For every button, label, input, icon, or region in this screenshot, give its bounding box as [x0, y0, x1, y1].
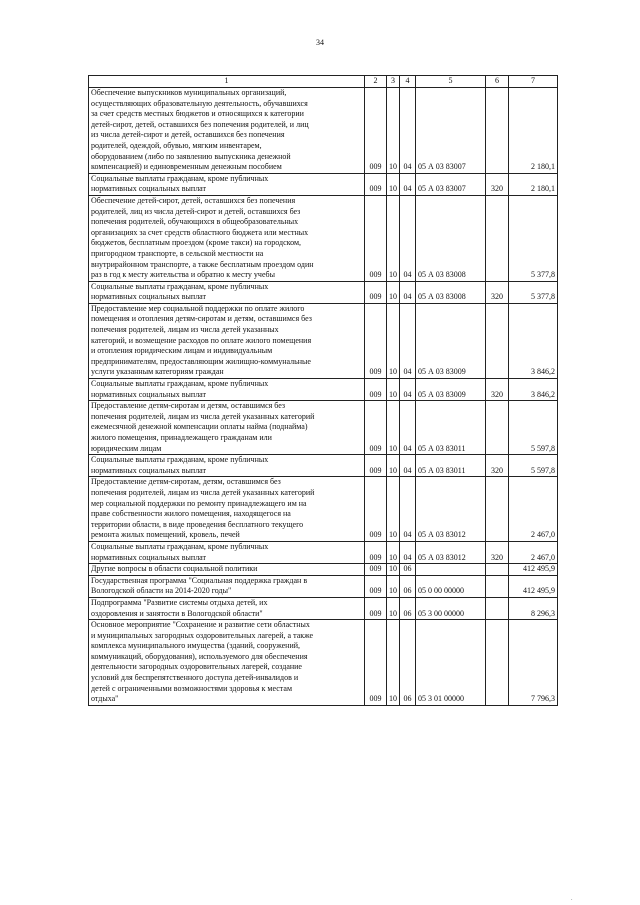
- section-code-cell: 10: [387, 379, 400, 401]
- section-code-cell: 10: [387, 575, 400, 597]
- subsection-code-cell: 04: [400, 281, 416, 303]
- col-header-name: 1: [89, 76, 365, 88]
- section-code-cell: 10: [387, 597, 400, 619]
- row-name-line: бюджетов, бесплатным проездом (кроме такси) на городском,: [91, 238, 302, 248]
- col-header-amount: 7: [509, 76, 558, 88]
- section-code-cell: 10: [387, 477, 400, 542]
- target-code-cell: [416, 564, 486, 576]
- expense-type-cell: [486, 88, 509, 174]
- row-name-line: жилого помещения, принадлежащего гражданам или: [91, 433, 272, 442]
- target-code-cell: 05 0 00 00000: [416, 575, 486, 597]
- row-name-line: категорий, и возмещение расходов по оплате жилого помещения: [91, 335, 312, 345]
- row-name-line: оборудованием (либо по заявлению выпускника денежной: [91, 151, 291, 161]
- target-code-cell: 05 3 01 00000: [416, 620, 486, 706]
- amount-cell: 5 377,8: [509, 281, 558, 303]
- row-name-line: территории области, в виде проведения бесплатного текущего: [91, 519, 304, 529]
- row-name-line: Социальные выплаты гражданам, кроме публичных: [91, 379, 269, 389]
- row-name-line: мер социальной поддержки по ремонту принадлежащего им на: [91, 498, 307, 508]
- expense-type-cell: [486, 575, 509, 597]
- row-name-line: организациях за счет средств областного бюджета или местных: [91, 227, 309, 237]
- row-name-cell: [89, 173, 365, 195]
- col-header-target-code: 5: [416, 76, 486, 88]
- expense-type-cell: [486, 195, 509, 281]
- expense-type-cell: [486, 564, 509, 576]
- stray-mark: .: [571, 896, 573, 902]
- row-name-line: из числа детей-сирот и детей, оставшихся без попечения: [91, 130, 285, 140]
- col-header-section: 3: [387, 76, 400, 88]
- row-name-cell: [89, 455, 365, 477]
- row-name-line: ежемесячной денежной компенсации оплаты найма (поднайма): [91, 422, 308, 432]
- ministry-code-cell: 009: [365, 477, 387, 542]
- subsection-code-cell: 04: [400, 173, 416, 195]
- expense-type-cell: [486, 477, 509, 542]
- amount-cell: 2 180,1: [509, 88, 558, 174]
- row-name-line: коммуникаций, оборудования), используемого для обеспечения: [91, 651, 308, 661]
- amount-cell: 412 495,9: [509, 575, 558, 597]
- row-name-line: детей с ограниченными возможностями здоровья к местам: [91, 683, 293, 693]
- table-row: [89, 620, 558, 706]
- row-name-line: Основное мероприятие "Сохранение и развитие сети областных: [91, 620, 310, 630]
- section-code-cell: 10: [387, 88, 400, 174]
- row-name-line: Обеспечение выпускников муниципальных организаций,: [91, 88, 287, 97]
- row-name-cell: [89, 477, 365, 542]
- target-code-cell: 05 А 03 83011: [416, 401, 486, 455]
- row-name-line: Подпрограмма "Развитие системы отдыха детей, их: [91, 597, 268, 607]
- row-name-line: оздоровления и занятости в Вологодской области": [91, 608, 263, 618]
- amount-cell: 2 180,1: [509, 173, 558, 195]
- table-row: [89, 575, 558, 597]
- ministry-code-cell: 009: [365, 620, 387, 706]
- amount-cell: 3 846,2: [509, 303, 558, 378]
- target-code-cell: 05 3 00 00000: [416, 597, 486, 619]
- row-name-line: родителей, лиц из числа детей-сирот и детей, оставшихся без: [91, 206, 301, 216]
- row-name-line: раз в год к месту жительства и обратно к месту учебы: [91, 270, 275, 280]
- row-name-line: праве собственности жилого помещения, находящегося на: [91, 509, 291, 519]
- row-name-cell: [89, 303, 365, 378]
- table-row: [89, 303, 558, 378]
- section-code-cell: 10: [387, 303, 400, 378]
- expense-type-cell: [486, 597, 509, 619]
- ministry-code-cell: 009: [365, 541, 387, 563]
- amount-cell: 2 467,0: [509, 541, 558, 563]
- row-name-cell: [89, 88, 365, 174]
- row-name-line: внутрирайонном транспорте, а также бесплатным проездом один: [91, 259, 314, 269]
- row-name-line: предпринимателям, предоставляющим жилищно-коммунальные: [91, 356, 311, 366]
- target-code-cell: 05 А 03 83008: [416, 281, 486, 303]
- row-name-line: Вологодской области на 2014-2020 годы": [91, 586, 232, 596]
- subsection-code-cell: 04: [400, 195, 416, 281]
- row-name-line: нормативных социальных выплат: [91, 552, 207, 562]
- row-name-cell: [89, 620, 365, 706]
- subsection-code-cell: 06: [400, 575, 416, 597]
- ministry-code-cell: 009: [365, 401, 387, 455]
- amount-cell: 5 597,8: [509, 401, 558, 455]
- row-name-line: услуги указанным категориям граждан: [91, 367, 224, 377]
- row-name-line: пригородном транспорте, в сельской местности на: [91, 248, 264, 258]
- table-row: [89, 88, 558, 174]
- section-code-cell: 10: [387, 281, 400, 303]
- expense-type-cell: [486, 620, 509, 706]
- row-name-cell: [89, 564, 365, 576]
- row-name-line: и отопления юридическим лицам и индивидуальным: [91, 346, 273, 356]
- target-code-cell: 05 А 03 83009: [416, 379, 486, 401]
- row-name-line: попечения родителей, лицам из числа детей указанных: [91, 325, 279, 335]
- row-name-line: нормативных социальных выплат: [91, 389, 207, 399]
- expense-type-cell: [486, 401, 509, 455]
- row-name-line: Предоставление детям-сиротам и детям, оставшимся без: [91, 401, 286, 411]
- section-code-cell: 10: [387, 195, 400, 281]
- row-name-line: и муниципальных загородных оздоровительных лагерей, а также: [91, 630, 314, 640]
- ministry-code-cell: 009: [365, 455, 387, 477]
- col-header-subsection: 4: [400, 76, 416, 88]
- section-code-cell: 10: [387, 401, 400, 455]
- expense-type-cell: 320: [486, 541, 509, 563]
- row-name-line: отдыха": [91, 694, 119, 704]
- ministry-code-cell: 009: [365, 195, 387, 281]
- ministry-code-cell: 009: [365, 303, 387, 378]
- target-code-cell: 05 А 03 83008: [416, 195, 486, 281]
- budget-table: [88, 75, 558, 706]
- table-row: [89, 173, 558, 195]
- row-name-cell: [89, 597, 365, 619]
- subsection-code-cell: 04: [400, 88, 416, 174]
- row-name-cell: [89, 379, 365, 401]
- expense-type-cell: 320: [486, 173, 509, 195]
- section-code-cell: 10: [387, 564, 400, 576]
- subsection-code-cell: 04: [400, 401, 416, 455]
- row-name-line: детей-сирот, детей, оставшихся без попечения родителей, и лиц: [91, 119, 309, 129]
- row-name-line: нормативных социальных выплат: [91, 184, 207, 194]
- subsection-code-cell: 04: [400, 379, 416, 401]
- row-name-cell: [89, 575, 365, 597]
- page-number: 34: [316, 38, 324, 47]
- row-name-line: комплекса муниципального имущества (зданий, сооружений,: [91, 641, 301, 651]
- target-code-cell: 05 А 03 83012: [416, 541, 486, 563]
- table-row: [89, 455, 558, 477]
- row-name-line: родителей, одеждой, обувью, мягким инвентарем,: [91, 140, 262, 150]
- target-code-cell: 05 А 03 83007: [416, 88, 486, 174]
- target-code-cell: 05 А 03 83011: [416, 455, 486, 477]
- expense-type-cell: 320: [486, 455, 509, 477]
- row-name-line: юридическим лицам: [91, 443, 162, 453]
- amount-cell: 5 597,8: [509, 455, 558, 477]
- ministry-code-cell: 009: [365, 173, 387, 195]
- row-name-line: деятельности загородных оздоровительных лагерей, создание: [91, 662, 302, 672]
- subsection-code-cell: 06: [400, 564, 416, 576]
- subsection-code-cell: 04: [400, 455, 416, 477]
- col-header-expense-type: 6: [486, 76, 509, 88]
- row-name-line: попечения родителей, лицам из числа детей указанных категорий: [91, 487, 315, 497]
- table-row: [89, 379, 558, 401]
- amount-cell: 3 846,2: [509, 379, 558, 401]
- row-name-line: осуществляющих образовательную деятельность, обучавшихся: [91, 98, 308, 108]
- amount-cell: 5 377,8: [509, 195, 558, 281]
- table-row: [89, 195, 558, 281]
- table-row: [89, 541, 558, 563]
- row-name-line: Социальные выплаты гражданам, кроме публичных: [91, 173, 269, 183]
- subsection-code-cell: 04: [400, 303, 416, 378]
- ministry-code-cell: 009: [365, 575, 387, 597]
- table-row: [89, 477, 558, 542]
- col-header-ministry: 2: [365, 76, 387, 88]
- table-row: [89, 564, 558, 576]
- section-code-cell: 10: [387, 541, 400, 563]
- table-row: [89, 281, 558, 303]
- row-name-line: за счет средств местных бюджетов и относящихся к категории: [91, 109, 304, 119]
- row-name-line: нормативных социальных выплат: [91, 292, 207, 302]
- row-name-line: Обеспечение детей-сирот, детей, оставшихся без попечения: [91, 195, 296, 205]
- row-name-line: Другие вопросы в области социальной политики: [91, 564, 258, 574]
- row-name-line: Предоставление мер социальной поддержки по оплате жилого: [91, 303, 305, 313]
- expense-type-cell: 320: [486, 379, 509, 401]
- section-code-cell: 10: [387, 173, 400, 195]
- row-name-cell: [89, 401, 365, 455]
- amount-cell: 412 495,9: [509, 564, 558, 576]
- ministry-code-cell: 009: [365, 564, 387, 576]
- row-name-line: нормативных социальных выплат: [91, 465, 207, 475]
- row-name-line: компенсацией) и единовременным денежным пособием: [91, 162, 282, 172]
- row-name-line: Предоставление детям-сиротам, детям, оставшимся без: [91, 477, 281, 487]
- amount-cell: 7 796,3: [509, 620, 558, 706]
- table-row: [89, 401, 558, 455]
- table-row: [89, 597, 558, 619]
- amount-cell: 8 296,3: [509, 597, 558, 619]
- subsection-code-cell: 06: [400, 620, 416, 706]
- subsection-code-cell: 04: [400, 541, 416, 563]
- row-name-line: ремонта жилых помещений, кровель, печей: [91, 530, 240, 540]
- subsection-code-cell: 04: [400, 477, 416, 542]
- ministry-code-cell: 009: [365, 281, 387, 303]
- target-code-cell: 05 А 03 83007: [416, 173, 486, 195]
- row-name-line: помещения и отопления детям-сиротам и детям, оставшимся без: [91, 314, 312, 324]
- row-name-cell: [89, 281, 365, 303]
- ministry-code-cell: 009: [365, 379, 387, 401]
- row-name-line: попечения родителей, лицам из числа детей указанных категорий: [91, 411, 315, 421]
- row-name-line: Социальные выплаты гражданам, кроме публичных: [91, 281, 269, 291]
- target-code-cell: 05 А 03 83012: [416, 477, 486, 542]
- row-name-cell: [89, 195, 365, 281]
- ministry-code-cell: 009: [365, 597, 387, 619]
- subsection-code-cell: 06: [400, 597, 416, 619]
- section-code-cell: 10: [387, 620, 400, 706]
- row-name-cell: [89, 541, 365, 563]
- row-name-line: условий для беспрепятственного доступа детей-инвалидов и: [91, 673, 299, 683]
- expense-type-cell: [486, 303, 509, 378]
- ministry-code-cell: 009: [365, 88, 387, 174]
- table-header-row: [89, 76, 558, 88]
- row-name-line: Государственная программа "Социальная поддержка граждан в: [91, 575, 308, 585]
- row-name-line: Социальные выплаты гражданам, кроме публичных: [91, 455, 269, 465]
- amount-cell: 2 467,0: [509, 477, 558, 542]
- target-code-cell: 05 А 03 83009: [416, 303, 486, 378]
- row-name-line: Социальные выплаты гражданам, кроме публичных: [91, 541, 269, 551]
- row-name-line: попечения родителей, обучающихся в общеобразовательных: [91, 217, 299, 227]
- expense-type-cell: 320: [486, 281, 509, 303]
- section-code-cell: 10: [387, 455, 400, 477]
